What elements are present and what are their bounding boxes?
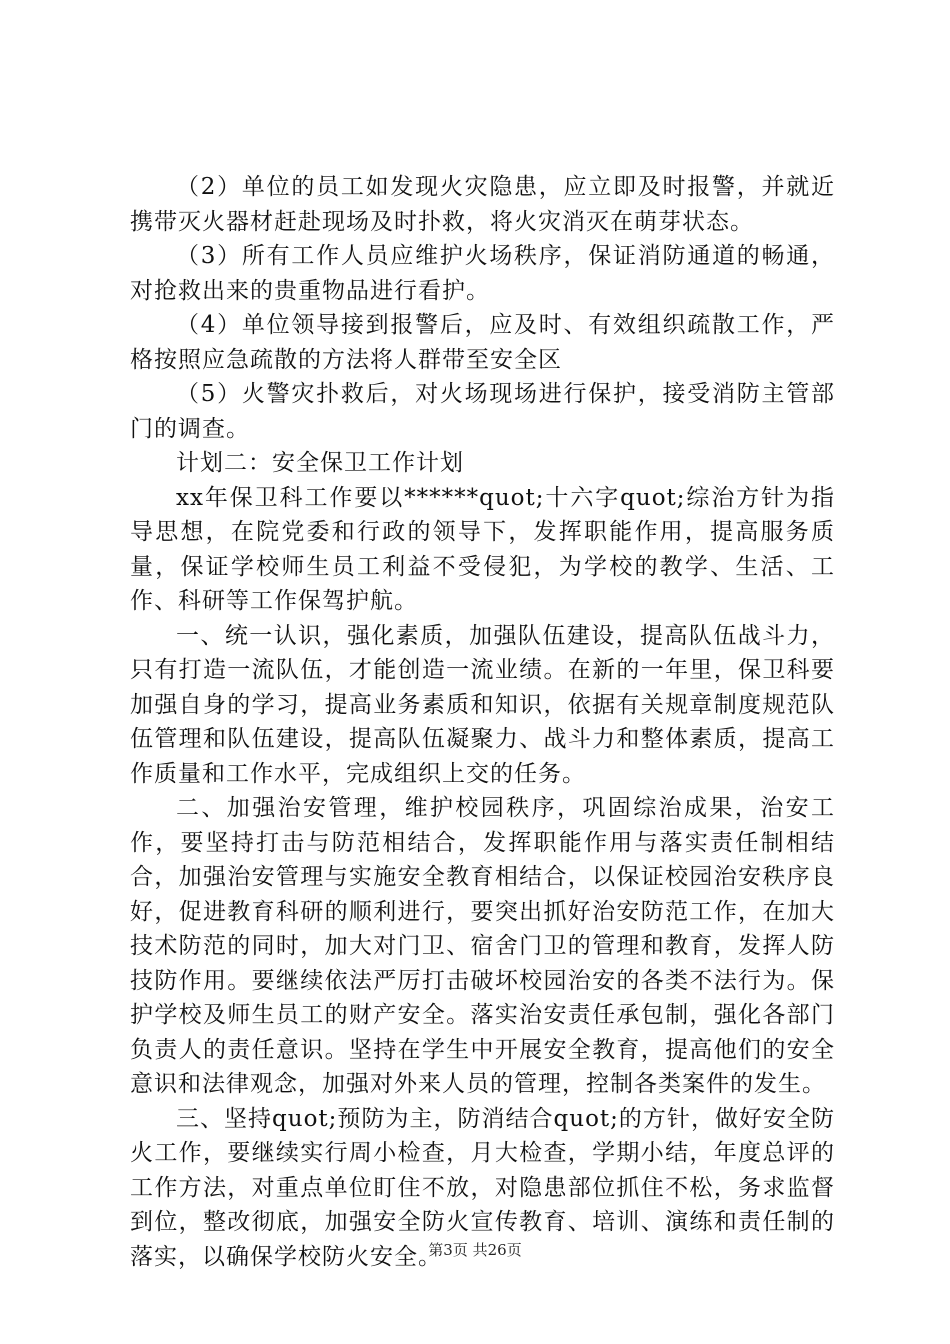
paragraph-emergency-5: （5）火警灾扑救后，对火场现场进行保护，接受消防主管部门的调查。 <box>130 381 835 442</box>
page-number-footer: 第3页 共26页 <box>428 1241 522 1259</box>
paragraph-emergency-2: （2）单位的员工如发现火灾隐患，应立即及时报警，并就近携带灭火器材赶赴现场及时扑救，将火灾消灭在萌芽状态。 <box>130 174 835 235</box>
paragraph-emergency-4: （4）单位领导接到报警后，应及时、有效组织疏散工作，严格按照应急疏散的方法将人群带至安全区 <box>130 312 835 373</box>
section-heading-plan-two: 计划二：安全保卫工作计划 <box>176 450 464 476</box>
paragraph-intro: xx年保卫科工作要以******quot;十六字quot;综治方针为指导思想，在院党委和行政的领导下，发挥职能作用，提高服务质量，保证学校师生员工利益不受侵犯，为学校的教学、生活、工作、科研等工作保驾护航。 <box>130 484 835 614</box>
paragraph-point-one: 一、统一认识，强化素质，加强队伍建设，提高队伍战斗力，只有打造一流队伍，才能创造一流业绩。在新的一年里，保卫科要加强自身的学习，提高业务素质和知识，依据有关规章制度规范队伍管理和队伍建设，提高队伍凝聚力、战斗力和整体素质，提高工作质量和工作水平，完成组织上交的任务。 <box>130 622 835 787</box>
paragraph-point-three: 三、坚持quot;预防为主，防消结合quot;的方针，做好安全防火工作，要继续实行周小检查，月大检查，学期小结，年度总评的工作方法，对重点单位盯住不放，对隐患部位抓住不松，务求监督到位，整改彻底，加强安全防火宣传教育、培训、演练和责任制的落实，以确保学校防火安全。 <box>130 1105 835 1270</box>
paragraph-emergency-3: （3）所有工作人员应维护火场秩序，保证消防通道的畅通，对抢救出来的贵重物品进行看护。 <box>130 243 835 304</box>
document-body <box>130 170 835 1274</box>
paragraph-point-two: 二、加强治安管理，维护校园秩序，巩固综治成果，治安工作，要坚持打击与防范相结合，发挥职能作用与落实责任制相结合，加强治安管理与实施安全教育相结合，以保证校园治安秩序良好，促进教育科研的顺利进行，要突出抓好治安防范工作，在加大技术防范的同时，加大对门卫、宿舍门卫的管理和教育，发挥人防技防作用。要继续依法严厉打击破坏校园治安的各类不法行为。保护学校及师生员工的财产安全。落实治安责任承包制，强化各部门负责人的责任意识。坚持在学生中开展安全教育，提高他们的安全意识和法律观念，加强对外来人员的管理，控制各类案件的发生。 <box>130 795 835 1097</box>
